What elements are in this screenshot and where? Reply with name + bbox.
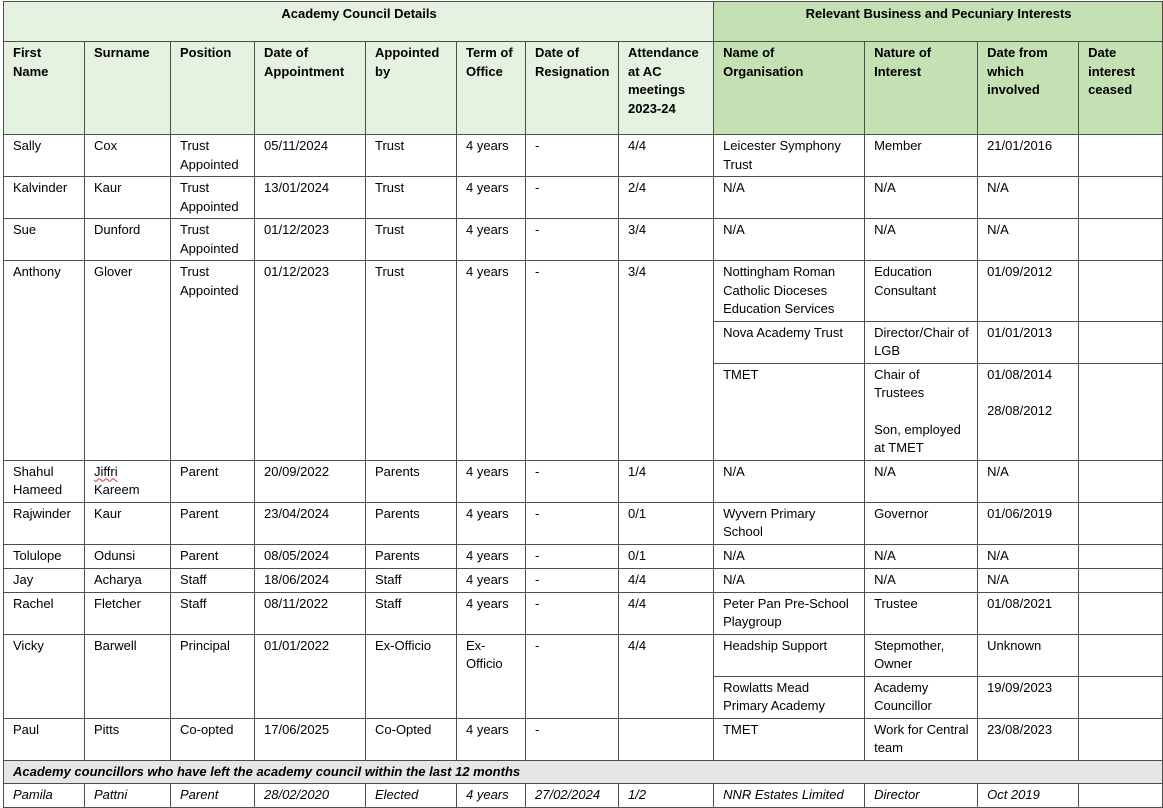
- resignation-cell: -: [526, 460, 619, 502]
- appointed-by-cell: Ex-Officio: [366, 634, 457, 718]
- appointment-date-cell: 01/12/2023: [255, 219, 366, 261]
- term-cell: 4 years: [457, 261, 526, 461]
- attendance-cell: 2/4: [619, 177, 714, 219]
- nature-cell: N/A: [865, 568, 978, 592]
- left-members-title: Academy councillors who have left the academy council within the last 12 months: [4, 760, 1163, 784]
- surname-cell: Pitts: [85, 718, 171, 760]
- date-ceased-cell: [1079, 592, 1163, 634]
- nature-cell: Academy Councillor: [865, 676, 978, 718]
- table-row: [4, 261, 1163, 322]
- appointment-date-cell: 05/11/2024: [255, 135, 366, 177]
- surname-cell: Cox: [85, 135, 171, 177]
- surname-cell: Acharya: [85, 568, 171, 592]
- date-from-cell: 01/09/2012: [978, 261, 1079, 322]
- col-date-ceased: Date interest ceased: [1079, 42, 1163, 135]
- appointment-date-cell: 20/09/2022: [255, 460, 366, 502]
- nature-cell: Trustee: [865, 592, 978, 634]
- date-from-cell: N/A: [978, 460, 1079, 502]
- group-header-academy-council: Academy Council Details: [4, 2, 714, 42]
- position-cell: Trust Appointed: [171, 135, 255, 177]
- surname-cell: Pattni: [85, 784, 171, 808]
- term-cell: Ex-Officio: [457, 634, 526, 718]
- appointed-by-cell: Parents: [366, 544, 457, 568]
- spacer: [987, 384, 1070, 402]
- table-row: [4, 718, 1163, 760]
- date-line: 01/08/2014: [987, 366, 1053, 382]
- nature-cell: Member: [865, 135, 978, 177]
- appointment-date-cell: 01/12/2023: [255, 261, 366, 461]
- first-name-cell: Tolulope: [4, 544, 85, 568]
- nature-line: Chair of Trustees: [874, 366, 925, 400]
- term-cell: 4 years: [457, 219, 526, 261]
- nature-cell: Director: [865, 784, 978, 808]
- date-from-cell: 19/09/2023: [978, 676, 1079, 718]
- appointed-by-cell: Staff: [366, 568, 457, 592]
- table-row: [4, 568, 1163, 592]
- position-cell: Principal: [171, 634, 255, 718]
- appointment-date-cell: 28/02/2020: [255, 784, 366, 808]
- organisation-cell: Nottingham Roman Catholic Dioceses Education Services: [714, 261, 865, 322]
- appointment-date-cell: 08/05/2024: [255, 544, 366, 568]
- appointed-by-cell: Staff: [366, 592, 457, 634]
- organisation-cell: N/A: [714, 460, 865, 502]
- surname-cell: Kaur: [85, 502, 171, 544]
- col-date-of-resignation: Date of Resignation: [526, 42, 619, 135]
- attendance-cell: 1/2: [619, 784, 714, 808]
- surname-part: Kareem: [94, 482, 140, 497]
- resignation-cell: -: [526, 135, 619, 177]
- first-name-cell: Rajwinder: [4, 502, 85, 544]
- surname-cell: Fletcher: [85, 592, 171, 634]
- date-ceased-cell: [1079, 676, 1163, 718]
- date-from-cell: Unknown: [978, 634, 1079, 676]
- appointed-by-cell: Trust: [366, 177, 457, 219]
- date-ceased-cell: [1079, 321, 1163, 363]
- date-ceased-cell: [1079, 219, 1163, 261]
- organisation-cell: N/A: [714, 219, 865, 261]
- group-header-interests: Relevant Business and Pecuniary Interests: [714, 2, 1163, 42]
- organisation-cell: Rowlatts Mead Primary Academy: [714, 676, 865, 718]
- surname-cell: [85, 460, 171, 502]
- appointment-date-cell: 17/06/2025: [255, 718, 366, 760]
- council-register-table: [3, 1, 1163, 808]
- first-name-cell: Sue: [4, 219, 85, 261]
- organisation-cell: Nova Academy Trust: [714, 321, 865, 363]
- surname-cell: Glover: [85, 261, 171, 461]
- term-cell: 4 years: [457, 568, 526, 592]
- attendance-cell: 0/1: [619, 544, 714, 568]
- appointed-by-cell: Co-Opted: [366, 718, 457, 760]
- spacer: [874, 403, 969, 421]
- position-cell: Parent: [171, 460, 255, 502]
- date-ceased-cell: [1079, 544, 1163, 568]
- term-cell: 4 years: [457, 592, 526, 634]
- date-ceased-cell: [1079, 568, 1163, 592]
- table-row: [4, 502, 1163, 544]
- date-from-cell: 01/06/2019: [978, 502, 1079, 544]
- resignation-cell: -: [526, 502, 619, 544]
- organisation-cell: TMET: [714, 363, 865, 460]
- term-cell: 4 years: [457, 544, 526, 568]
- left-members-section-header: [4, 760, 1163, 784]
- term-cell: 4 years: [457, 718, 526, 760]
- table-row: [4, 219, 1163, 261]
- nature-cell: Stepmother, Owner: [865, 634, 978, 676]
- nature-cell: N/A: [865, 219, 978, 261]
- date-ceased-cell: [1079, 135, 1163, 177]
- position-cell: Staff: [171, 568, 255, 592]
- col-surname: Surname: [85, 42, 171, 135]
- column-header-row: [4, 42, 1163, 135]
- date-from-cell: 21/01/2016: [978, 135, 1079, 177]
- nature-cell: N/A: [865, 177, 978, 219]
- attendance-cell: 1/4: [619, 460, 714, 502]
- surname-part: Jiffri: [94, 463, 118, 479]
- attendance-cell: [619, 718, 714, 760]
- table-row: [4, 544, 1163, 568]
- resignation-cell: -: [526, 568, 619, 592]
- date-ceased-cell: [1079, 177, 1163, 219]
- table-row: [4, 460, 1163, 502]
- organisation-cell: NNR Estates Limited: [714, 784, 865, 808]
- attendance-cell: 4/4: [619, 634, 714, 718]
- first-name-cell: Paul: [4, 718, 85, 760]
- attendance-cell: 3/4: [619, 261, 714, 461]
- attendance-cell: 4/4: [619, 568, 714, 592]
- table-row: [4, 592, 1163, 634]
- col-name-of-organisation: Name of Organisation: [714, 42, 865, 135]
- position-cell: Parent: [171, 544, 255, 568]
- date-ceased-cell: [1079, 363, 1163, 460]
- position-cell: Parent: [171, 784, 255, 808]
- organisation-cell: N/A: [714, 177, 865, 219]
- col-date-from: Date from which involved: [978, 42, 1079, 135]
- surname-cell: Odunsi: [85, 544, 171, 568]
- date-from-cell: N/A: [978, 568, 1079, 592]
- nature-cell: N/A: [865, 544, 978, 568]
- appointed-by-cell: Parents: [366, 502, 457, 544]
- attendance-cell: 4/4: [619, 135, 714, 177]
- date-ceased-cell: [1079, 718, 1163, 760]
- position-cell: Trust Appointed: [171, 177, 255, 219]
- first-name-cell: Rachel: [4, 592, 85, 634]
- resignation-cell: -: [526, 261, 619, 461]
- organisation-cell: N/A: [714, 568, 865, 592]
- date-from-cell: N/A: [978, 544, 1079, 568]
- appointment-date-cell: 18/06/2024: [255, 568, 366, 592]
- table-row: [4, 784, 1163, 808]
- date-from-cell: [978, 363, 1079, 460]
- first-name-cell: Jay: [4, 568, 85, 592]
- date-from-cell: N/A: [978, 177, 1079, 219]
- appointed-by-cell: Parents: [366, 460, 457, 502]
- position-cell: Trust Appointed: [171, 219, 255, 261]
- nature-line: Son, employed at TMET: [874, 421, 961, 455]
- nature-cell: Work for Central team: [865, 718, 978, 760]
- term-cell: 4 years: [457, 135, 526, 177]
- first-name-cell: Shahul Hameed: [4, 460, 85, 502]
- date-from-cell: Oct 2019: [978, 784, 1079, 808]
- first-name-cell: Anthony: [4, 261, 85, 461]
- resignation-cell: -: [526, 592, 619, 634]
- appointed-by-cell: Trust: [366, 219, 457, 261]
- attendance-cell: 3/4: [619, 219, 714, 261]
- nature-cell: Governor: [865, 502, 978, 544]
- resignation-cell: -: [526, 177, 619, 219]
- term-cell: 4 years: [457, 784, 526, 808]
- col-term-of-office: Term of Office: [457, 42, 526, 135]
- term-cell: 4 years: [457, 177, 526, 219]
- table-row: [4, 135, 1163, 177]
- appointment-date-cell: 01/01/2022: [255, 634, 366, 718]
- col-position: Position: [171, 42, 255, 135]
- col-nature-of-interest: Nature of Interest: [865, 42, 978, 135]
- resignation-cell: -: [526, 219, 619, 261]
- term-cell: 4 years: [457, 502, 526, 544]
- nature-cell: Director/Chair of LGB: [865, 321, 978, 363]
- date-ceased-cell: [1079, 261, 1163, 322]
- col-first-name: First Name: [4, 42, 85, 135]
- surname-cell: Kaur: [85, 177, 171, 219]
- date-from-cell: 23/08/2023: [978, 718, 1079, 760]
- term-cell: 4 years: [457, 460, 526, 502]
- date-ceased-cell: [1079, 634, 1163, 676]
- nature-cell: N/A: [865, 460, 978, 502]
- date-from-cell: 01/08/2021: [978, 592, 1079, 634]
- attendance-cell: 0/1: [619, 502, 714, 544]
- organisation-cell: Peter Pan Pre-School Playgroup: [714, 592, 865, 634]
- council-register-page: [3, 1, 1162, 808]
- col-date-of-appointment: Date of Appointment: [255, 42, 366, 135]
- organisation-cell: TMET: [714, 718, 865, 760]
- resignation-cell: -: [526, 718, 619, 760]
- appointed-by-cell: Elected: [366, 784, 457, 808]
- table-row: [4, 177, 1163, 219]
- organisation-cell: Leicester Symphony Trust: [714, 135, 865, 177]
- date-ceased-cell: [1079, 460, 1163, 502]
- resignation-cell: -: [526, 634, 619, 718]
- date-ceased-cell: [1079, 784, 1163, 808]
- nature-cell: Education Consultant: [865, 261, 978, 322]
- appointed-by-cell: Trust: [366, 261, 457, 461]
- position-cell: Staff: [171, 592, 255, 634]
- date-from-cell: N/A: [978, 219, 1079, 261]
- organisation-cell: Headship Support: [714, 634, 865, 676]
- table-row: [4, 634, 1163, 676]
- organisation-cell: N/A: [714, 544, 865, 568]
- nature-cell: [865, 363, 978, 460]
- date-from-cell: 01/01/2013: [978, 321, 1079, 363]
- surname-cell: Barwell: [85, 634, 171, 718]
- position-cell: Co-opted: [171, 718, 255, 760]
- first-name-cell: Kalvinder: [4, 177, 85, 219]
- first-name-cell: Vicky: [4, 634, 85, 718]
- resignation-cell: -: [526, 544, 619, 568]
- position-cell: Trust Appointed: [171, 261, 255, 461]
- appointed-by-cell: Trust: [366, 135, 457, 177]
- first-name-cell: Pamila: [4, 784, 85, 808]
- date-line: 28/08/2012: [987, 403, 1053, 418]
- resignation-cell: 27/02/2024: [526, 784, 619, 808]
- col-attendance: Attendance at AC meetings 2023-24: [619, 42, 714, 135]
- position-cell: Parent: [171, 502, 255, 544]
- surname-cell: Dunford: [85, 219, 171, 261]
- first-name-cell: Sally: [4, 135, 85, 177]
- col-appointed-by: Appointed by: [366, 42, 457, 135]
- appointment-date-cell: 23/04/2024: [255, 502, 366, 544]
- organisation-cell: Wyvern Primary School: [714, 502, 865, 544]
- appointment-date-cell: 13/01/2024: [255, 177, 366, 219]
- appointment-date-cell: 08/11/2022: [255, 592, 366, 634]
- attendance-cell: 4/4: [619, 592, 714, 634]
- date-ceased-cell: [1079, 502, 1163, 544]
